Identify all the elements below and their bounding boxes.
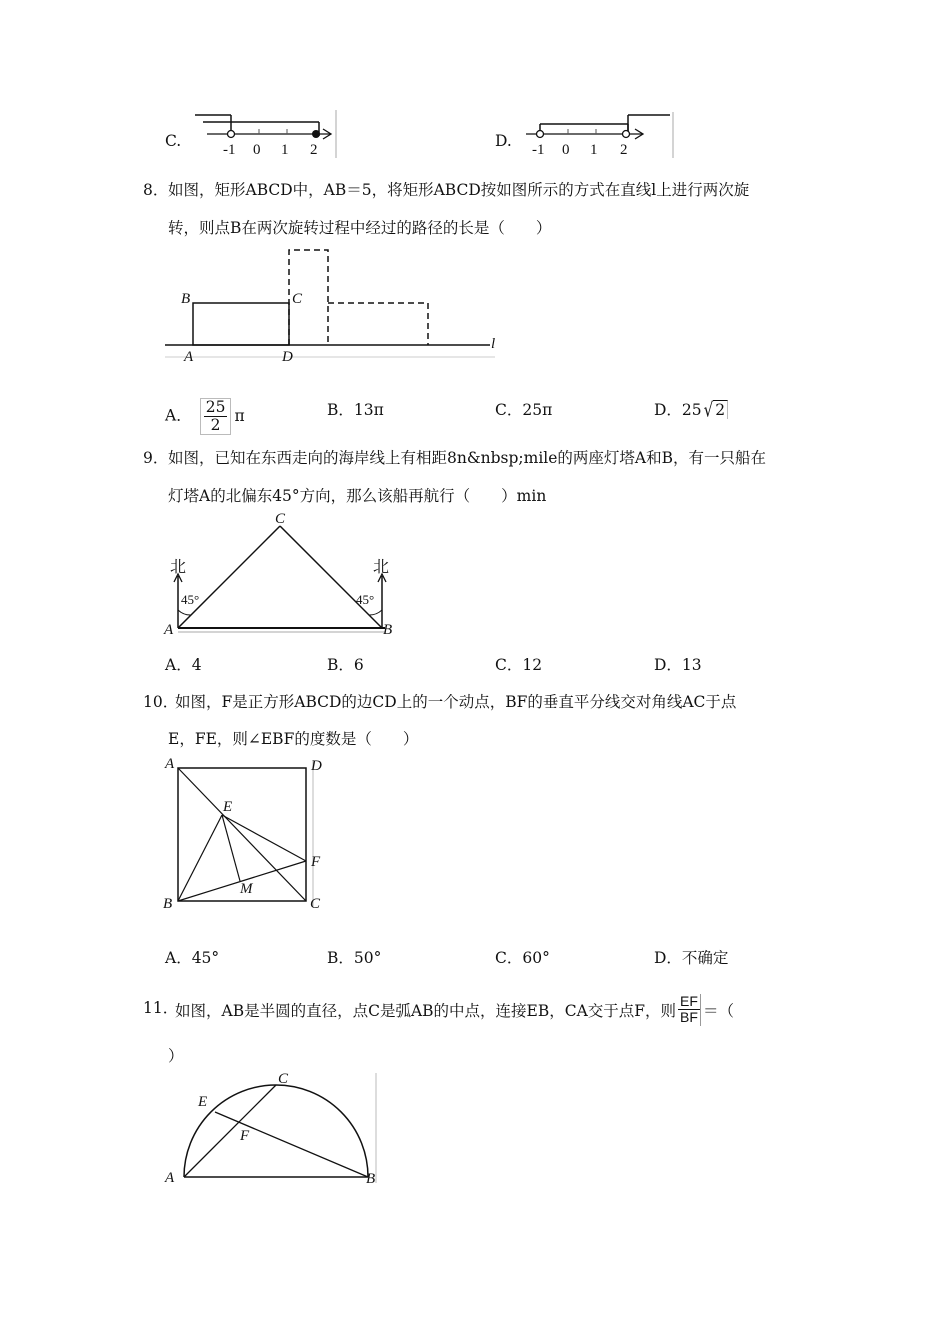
- label-C: C: [310, 896, 321, 912]
- q8-option-d: D．25 √ 2: [654, 398, 728, 420]
- tick-label: 0: [253, 142, 261, 158]
- q9-figure-lighthouses: [160, 510, 400, 640]
- q9-text-line2: 灯塔A的北偏东45°方向，那么该船再航行（ ）min: [168, 487, 547, 505]
- label-D: D: [311, 758, 322, 774]
- q11-text-line2: ）: [168, 1047, 184, 1065]
- label-A: A: [165, 1170, 175, 1186]
- label-F: F: [240, 1128, 250, 1144]
- north-label-b: 北: [373, 559, 390, 576]
- q10-option-c: C．60°: [495, 949, 550, 967]
- label-A: A: [164, 622, 174, 638]
- label-F: F: [311, 854, 321, 870]
- label-C: C: [275, 511, 286, 527]
- q10-text-line2: E，FE，则∠EBF的度数是（ ）: [168, 730, 419, 748]
- tick-label: -1: [532, 142, 545, 158]
- q7-option-c-numberline: [195, 110, 345, 160]
- fraction-numerator: EF: [680, 993, 698, 1009]
- q9-option-d: D．13: [654, 656, 702, 674]
- tick-label: 1: [281, 142, 289, 158]
- tick-label: 1: [590, 142, 598, 158]
- label-E: E: [198, 1094, 208, 1110]
- label-C: C: [278, 1071, 289, 1087]
- label-D: D: [282, 349, 293, 365]
- label-B: B: [181, 291, 191, 307]
- q8-option-b: B．13π: [327, 401, 384, 419]
- q8-option-c: C．25π: [495, 401, 553, 419]
- label-C: C: [292, 291, 303, 307]
- label-E: E: [223, 799, 233, 815]
- q8-figure-rectangle-rotation: [160, 245, 505, 365]
- q10-option-a: A．45°: [165, 949, 220, 967]
- q7-option-d-label: D.: [495, 132, 512, 150]
- q8-number: 8．: [143, 181, 169, 199]
- q9-option-c: C．12: [495, 656, 543, 674]
- q9-text-line1: 如图，已知在东西走向的海岸线上有相距8n&nbsp;mile的两座灯塔A和B，有一只船在: [168, 449, 767, 467]
- q10-number: 10．: [143, 693, 179, 711]
- q11-number: 11．: [143, 999, 179, 1017]
- q10-option-d: D．不确定: [654, 949, 729, 967]
- q10-option-b: B．50°: [327, 949, 382, 967]
- label-B: B: [383, 622, 393, 638]
- fraction-denominator: BF: [680, 1009, 698, 1026]
- q10-figure-square: [160, 755, 335, 915]
- north-label-a: 北: [170, 559, 187, 576]
- tick-label: 0: [562, 142, 570, 158]
- label-B: B: [163, 896, 173, 912]
- q8-text-line1: 如图，矩形ABCD中，AB＝5，将矩形ABCD按如图所示的方式在直线l上进行两次旋: [168, 181, 750, 199]
- q7-option-c-label: C.: [165, 132, 182, 150]
- label-A: A: [184, 349, 194, 365]
- q8-option-a: A． $\frac{25}{2}$ π: [165, 398, 245, 435]
- tick-label: 2: [310, 142, 318, 158]
- q11-text-line1: 如图，AB是半圆的直径，点C是弧AB的中点，连接EB，CA交于点F，则 $\frac{EF}{BF}$ ＝（: [175, 993, 734, 1026]
- q9-number: 9．: [143, 449, 169, 467]
- label-l: l: [491, 336, 496, 352]
- tick-label: 2: [620, 142, 628, 158]
- angle-label-b: 45°: [356, 592, 375, 607]
- q8-text-line2: 转，则点B在两次旋转过程中经过的路径的长是（ ）: [168, 219, 552, 237]
- label-M: M: [240, 881, 253, 897]
- label-B: B: [366, 1171, 376, 1187]
- q7-option-d-numberline: [520, 110, 680, 160]
- angle-label-a: 45°: [181, 592, 200, 607]
- q9-option-b: B．6: [327, 656, 364, 674]
- q11-figure-semicircle: [160, 1068, 385, 1188]
- q9-option-a: A．4: [165, 656, 202, 674]
- tick-label: -1: [223, 142, 236, 158]
- q10-text-line1: 如图，F是正方形ABCD的边CD上的一个动点，BF的垂直平分线交对角线AC于点: [175, 693, 737, 711]
- label-A: A: [165, 756, 175, 772]
